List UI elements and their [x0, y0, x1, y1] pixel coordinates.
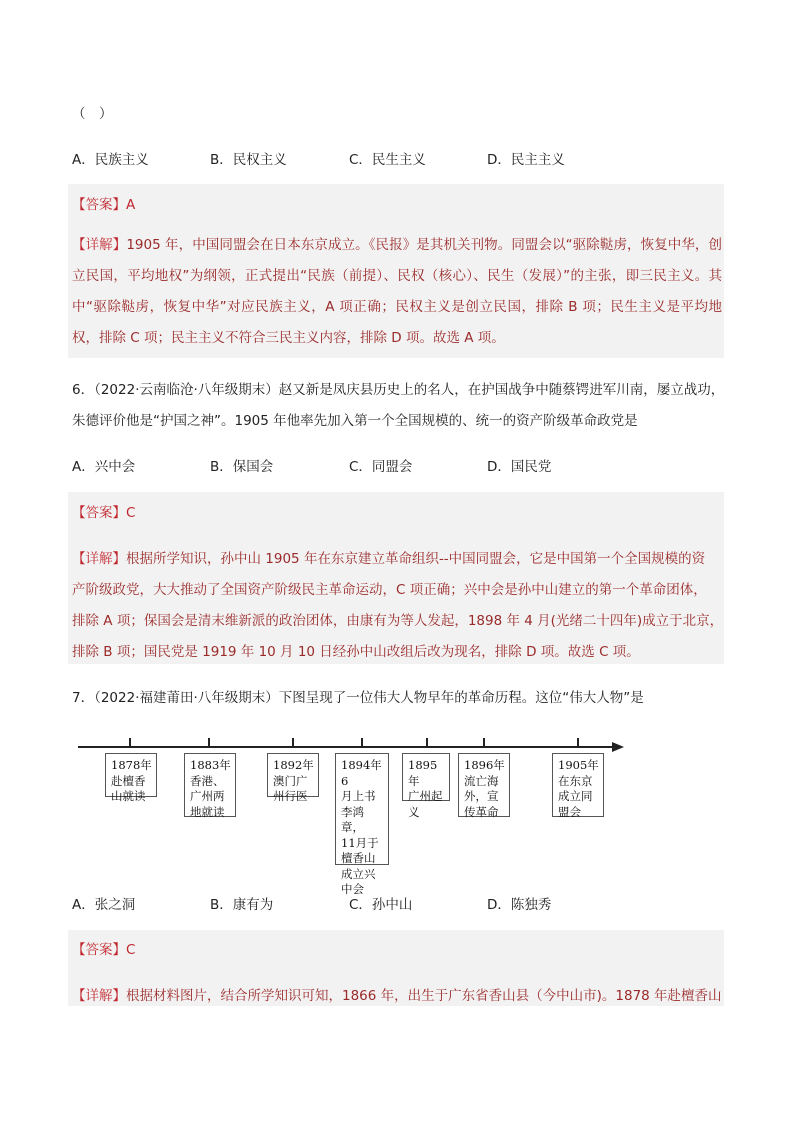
q6-answer	[72, 501, 135, 521]
q7-option-c: C．孙中山	[349, 897, 413, 913]
timeline-arrowhead	[612, 742, 624, 752]
timeline-box-1883: 1883年 香港、 广州两 地就读	[184, 753, 236, 817]
answer-tag: 【答案】	[72, 505, 126, 521]
detail-tag: 【详解】	[72, 551, 126, 567]
timeline-box-1895: 1895年 广州起 义	[402, 753, 450, 801]
detail-text: 1905 年，中国同盟会在日本东京成立。《民报》是其机关刊物。同盟会以“驱除鞑虏，恢复中华，创立民国，平均地权”为纲领，正式提出“民族（前提）、民权（核心）、民生（发展）”的主张，即三民主义。其中“驱除鞑虏，恢复中华”对应民族主义，A 项正确；民权主义是创立民国，排除 B 项；民生主义是平均地权，排除 C 项；民主主义不符合三民主义内容，排除 D 项。故选 A 项。	[72, 237, 723, 346]
timeline-box-1892: 1892年 澳门广 州行医	[267, 753, 319, 797]
q7-option-a: A．张之洞	[72, 897, 136, 913]
q6-detail-line4: 排除 B 项；国民党是 1919 年 10 月 10 日经孙中山改组后改为现名，排除 D 项。故选 C 项。	[72, 644, 640, 660]
timeline-figure	[78, 735, 628, 896]
q5-option-a: A．民族主义	[72, 152, 149, 168]
q6-option-c: C．同盟会	[349, 459, 413, 475]
timeline-box-1878: 1878年 赴檀香 山就读	[105, 753, 157, 797]
q6-detail-line1	[72, 547, 705, 567]
timeline-box-1894: 1894年6 月上书 李鸿章， 11月于 檀香山 成立兴 中会	[335, 753, 389, 865]
detail-text: 根据材料图片，结合所学知识可知，1866 年，出生于广东省香山县（今中山市)。1878 年赴檀香山	[126, 988, 722, 1004]
q7-detail-line1	[72, 984, 722, 1004]
detail-text: 根据所学知识，孙中山 1905 年在东京建立革命组织--中国同盟会，它是中国第一个全国规模的资	[126, 551, 706, 567]
timeline-box-1905: 1905年 在东京 成立同 盟会	[552, 753, 604, 817]
q7-option-b: B．康有为	[210, 897, 274, 913]
answer-value: C	[126, 942, 136, 958]
q6-stem-line1: 6．（2022·云南临沧·八年级期末）赵又新是凤庆县历史上的名人，在护国战争中随蔡锷进军川南，屡立战功，	[72, 382, 725, 398]
q7-answer	[72, 938, 135, 958]
answer-tag: 【答案】	[72, 197, 126, 213]
q6-option-a: A．兴中会	[72, 459, 136, 475]
q5-answer	[72, 193, 135, 213]
q5-option-b: B．民权主义	[210, 152, 287, 168]
answer-tag: 【答案】	[72, 942, 126, 958]
q6-detail-line3: 排除 A 项；保国会是清末维新派的政治团体，由康有为等人发起，1898 年 4 月(光绪二十四年)成立于北京，	[72, 613, 724, 629]
q6-detail-line2: 产阶级政党，大大推动了全国资产阶级民主革命运动，C 项正确；兴中会是孙中山建立的第一个革命团体，	[72, 582, 707, 598]
q7-stem: 7．（2022·福建莆田·八年级期末）下图呈现了一位伟大人物早年的革命历程。这位“伟大人物”是	[72, 690, 644, 706]
q6-option-d: D．国民党	[487, 459, 552, 475]
timeline-box-1896: 1896年 流亡海 外，宣 传革命	[458, 753, 510, 817]
detail-tag: 【详解】	[72, 988, 126, 1004]
q5-blank: （ ）	[72, 106, 113, 122]
q7-option-d: D．陈独秀	[487, 897, 552, 913]
q5-detail	[72, 230, 722, 354]
q5-option-d: D．民主主义	[487, 152, 565, 168]
detail-tag: 【详解】	[72, 237, 127, 253]
q5-option-c: C．民生主义	[349, 152, 426, 168]
answer-value: C	[126, 505, 136, 521]
q6-option-b: B．保国会	[210, 459, 274, 475]
answer-value: A	[126, 197, 136, 213]
q6-stem-line2: 朱德评价他是“护国之神”。1905 年他率先加入第一个全国规模的、统一的资产阶级革命政党是	[72, 413, 638, 429]
